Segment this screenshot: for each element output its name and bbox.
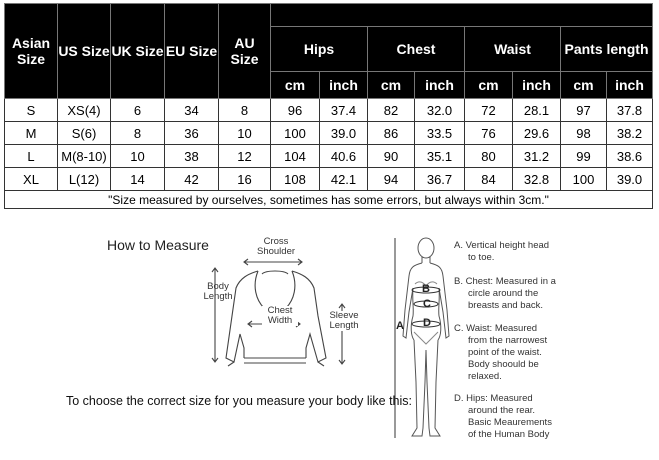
table-cell: 90 [368,145,415,168]
table-cell: 10 [219,122,271,145]
table-cell: 29.6 [513,122,561,145]
table-cell: 36 [165,122,219,145]
table-cell: 96 [271,99,320,122]
table-cell: 86 [368,122,415,145]
table-cell: 94 [368,168,415,191]
legend-chest: B. Chest: Measured in a circle around the breasts and back. [454,276,556,311]
unit-header: inch [320,72,368,99]
table-cell: S [5,99,58,122]
table-cell: 33.5 [415,122,465,145]
size-chart-table [4,3,653,209]
table-cell: 76 [465,122,513,145]
table-row [5,122,653,145]
unit-header: cm [465,72,513,99]
table-cell: 84 [465,168,513,191]
table-cell: 40.6 [320,145,368,168]
marker-b: B [422,283,430,295]
table-cell: 10 [111,145,165,168]
table-cell: M(8-10) [58,145,111,168]
table-row [5,168,653,191]
sleeve-length-label: Sleeve Length [326,311,362,331]
table-cell: 37.8 [607,99,653,122]
table-cell: 97 [561,99,607,122]
table-cell: 104 [271,145,320,168]
table-cell: 99 [561,145,607,168]
table-cell: M [5,122,58,145]
header-hips: Hips [271,27,368,72]
header-eu-size: EU Size [165,4,219,99]
table-cell: 34 [165,99,219,122]
unit-header: inch [513,72,561,99]
table-cell: 31.2 [513,145,561,168]
legend-waist: C. Waist: Measured from the narrowest point of the waist. Body shoould be relaxed. [454,323,548,382]
table-cell: 12 [219,145,271,168]
table-cell: 98 [561,122,607,145]
table-cell: 100 [271,122,320,145]
table-cell: L [5,145,58,168]
table-cell: 8 [111,122,165,145]
table-cell: 32.0 [415,99,465,122]
legend-height: A. Vertical height head to toe. [454,240,550,263]
table-cell: 42 [165,168,219,191]
table-cell: 38.6 [607,145,653,168]
marker-a: A [396,320,404,332]
marker-d: D [423,317,431,329]
unit-header: inch [607,72,653,99]
table-cell: 38.2 [607,122,653,145]
table-cell: 80 [465,145,513,168]
table-cell: 39.0 [320,122,368,145]
marker-c: C [423,298,431,310]
chest-width-label: Chest Width [262,306,298,326]
table-cell: 37.4 [320,99,368,122]
table-cell: 72 [465,99,513,122]
table-cell: 32.8 [513,168,561,191]
header-spacer [271,4,653,27]
unit-header: inch [415,72,465,99]
table-cell: L(12) [58,168,111,191]
body-figure-illustration [392,232,454,454]
table-cell: 39.0 [607,168,653,191]
legend-hips: D. Hips: Measured around the rear. Basic Meaurements of the Human Body [454,393,552,440]
cross-shoulder-label: Cross Shoulder [256,236,296,257]
table-cell: 38 [165,145,219,168]
table-cell: 82 [368,99,415,122]
table-cell: 35.1 [415,145,465,168]
table-row [5,99,653,122]
unit-header: cm [271,72,320,99]
table-row [5,145,653,168]
header-au-size: AU Size [219,4,271,99]
header-chest: Chest [368,27,465,72]
header-pants-length: Pants length [561,27,653,72]
table-cell: XS(4) [58,99,111,122]
table-cell: 36.7 [415,168,465,191]
header-uk-size: UK Size [111,4,165,99]
table-cell: 100 [561,168,607,191]
header-asian-size: Asian Size [5,4,58,99]
unit-header: cm [368,72,415,99]
table-cell: 14 [111,168,165,191]
unit-header: cm [561,72,607,99]
header-waist: Waist [465,27,561,72]
table-cell: 42.1 [320,168,368,191]
table-cell: 6 [111,99,165,122]
table-cell: S(6) [58,122,111,145]
table-cell: 108 [271,168,320,191]
table-cell: 28.1 [513,99,561,122]
measurement-note: "Size measured by ourselves, sometimes has some errors, but always within 3cm." [5,191,653,209]
body-length-label: Body Length [203,281,233,302]
table-cell: XL [5,168,58,191]
measure-hint-text: To choose the correct size for you measure your body like this: [66,394,412,408]
how-to-measure-title: How to Measure [107,237,209,253]
header-us-size: US Size [58,4,111,99]
table-cell: 16 [219,168,271,191]
table-cell: 8 [219,99,271,122]
